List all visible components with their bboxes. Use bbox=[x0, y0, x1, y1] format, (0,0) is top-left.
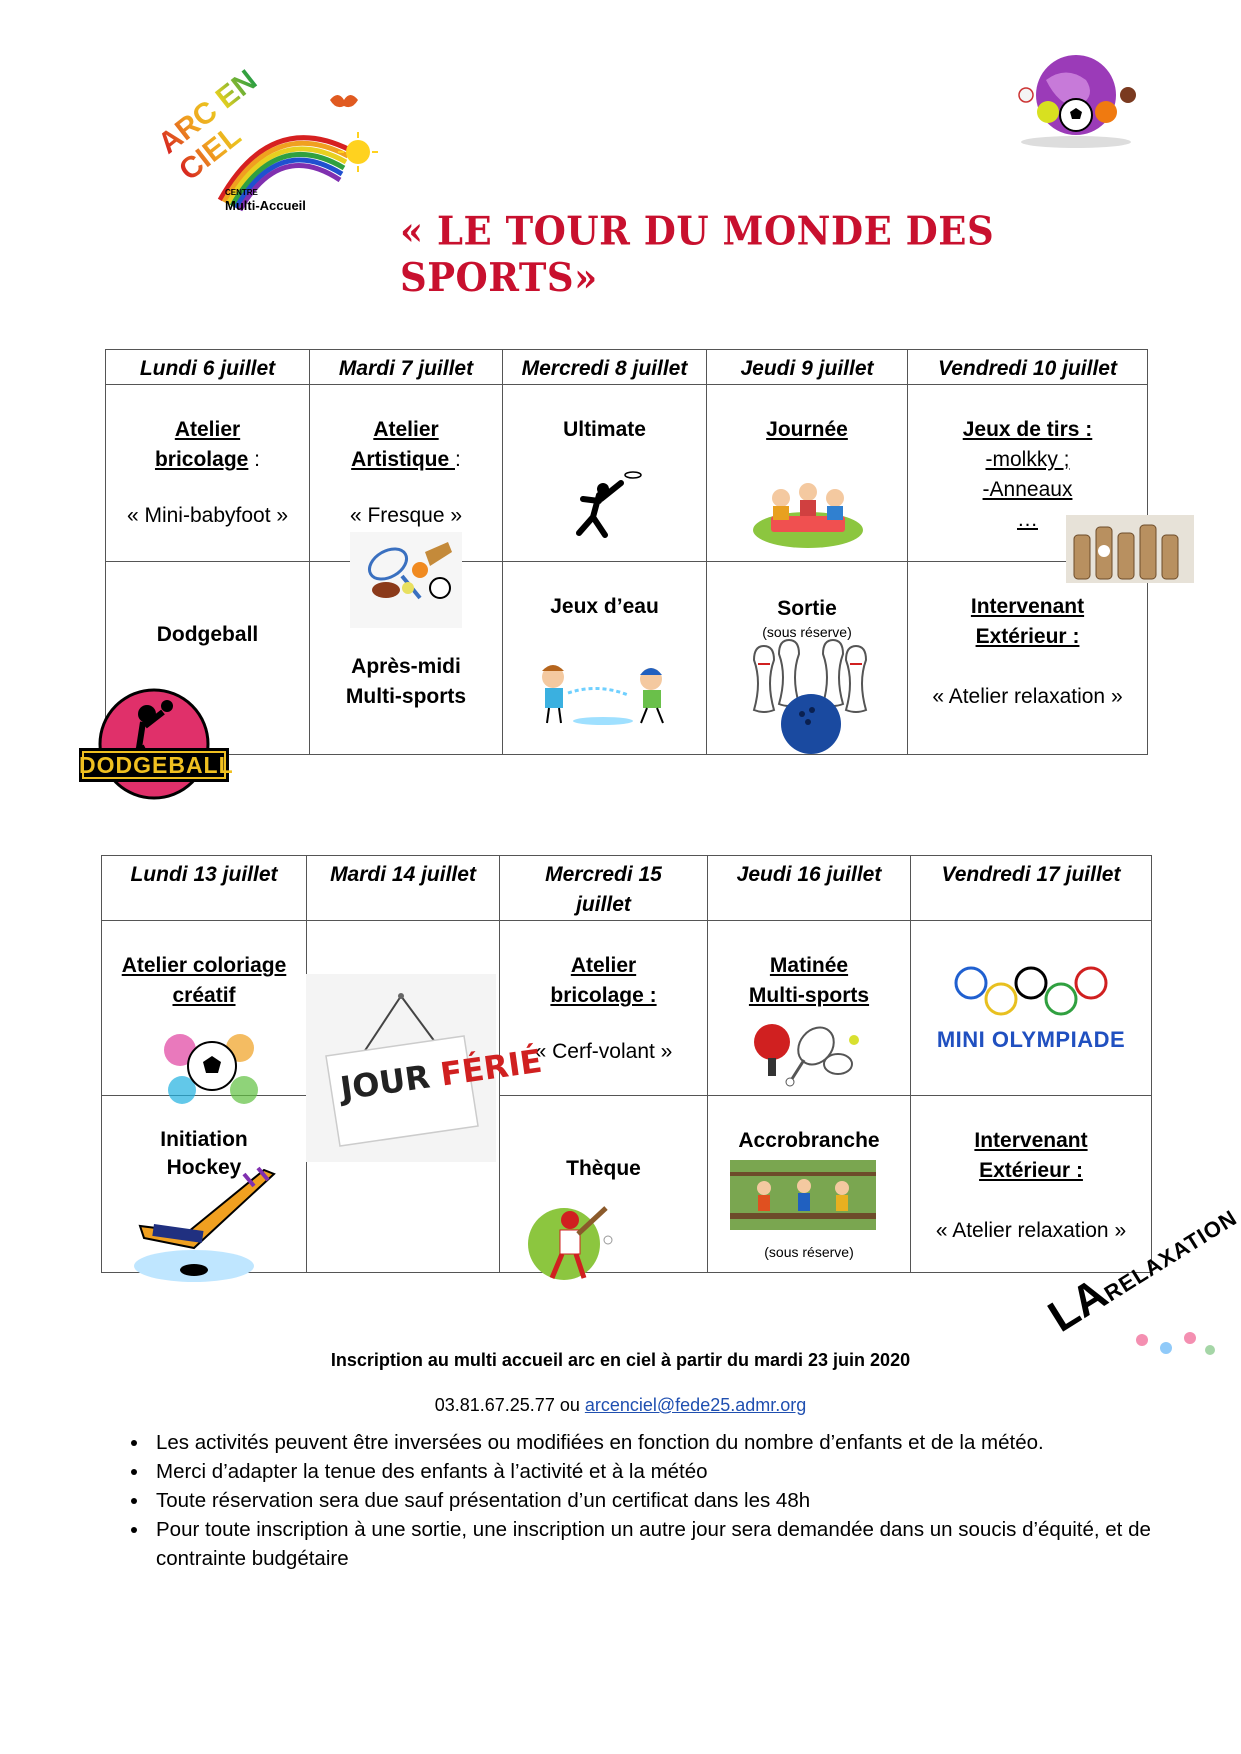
activity-note: (sous réserve) bbox=[762, 624, 852, 640]
day-header-line: Mercredi 15 bbox=[545, 863, 662, 886]
activity-item: -Anneaux bbox=[982, 478, 1073, 501]
day-header: Mercredi 8 juillet bbox=[503, 350, 707, 385]
arc-en-ciel-logo bbox=[152, 63, 380, 220]
activity-title: Initiation bbox=[160, 1128, 248, 1151]
activity-title: Matinée bbox=[769, 954, 849, 977]
sign-text-ferie: FÉRIÉ bbox=[437, 1041, 545, 1094]
activity-cell bbox=[106, 385, 310, 562]
sign-text-jour: JOUR bbox=[338, 1057, 433, 1108]
list-item: • Pour toute inscription à une sortie, une inscription un autre jour sera demandée dans un soucis d’équité, et de contrainte budgétaire bbox=[150, 1515, 1190, 1573]
mini-olympiade-logo: MINI OLYMPIADE bbox=[936, 1027, 1126, 1052]
day-header-line: juillet bbox=[576, 893, 631, 916]
activity-subtitle: « Mini-babyfoot » bbox=[126, 504, 289, 527]
activity-title: Artistique bbox=[351, 448, 455, 471]
activity-item: -molkky ; bbox=[985, 448, 1070, 471]
contact-line bbox=[0, 1395, 1241, 1416]
notes-list bbox=[115, 1428, 1190, 1573]
activity-item: … bbox=[1017, 508, 1038, 531]
day-header: Lundi 6 juillet bbox=[106, 350, 310, 385]
activity-note: (sous réserve) bbox=[764, 1244, 854, 1260]
racket-sports-image bbox=[750, 1020, 860, 1092]
activity-subtitle: « Atelier relaxation » bbox=[935, 1219, 1127, 1242]
activity-title: créatif bbox=[172, 984, 236, 1007]
list-item: • Toute réservation sera due sauf présentation d’un certificat dans les 48h bbox=[150, 1486, 1190, 1515]
page-title: « LE TOUR DU MONDE DES SPORTS» bbox=[400, 207, 995, 301]
activity-title: Extérieur : bbox=[975, 625, 1080, 648]
week1-table bbox=[105, 349, 1148, 755]
activity-subtitle: « Fresque » bbox=[349, 504, 463, 527]
molkky-image bbox=[1066, 515, 1194, 583]
jour-ferie-sign bbox=[306, 974, 545, 1162]
activity-title: Jeux d’eau bbox=[550, 595, 659, 618]
logo-arc-text: ARC EN CIEL bbox=[152, 20, 340, 188]
day-header: Jeudi 16 juillet bbox=[708, 856, 911, 921]
ultimate-player-icon bbox=[563, 465, 643, 545]
list-item: • Les activités peuvent être inversées ou modifiées en fonction du nombre d’enfants et de la météo. bbox=[150, 1428, 1190, 1457]
contact-email-link[interactable]: arcenciel@fede25.admr.org bbox=[584, 1395, 807, 1415]
activity-title: Ultimate bbox=[563, 418, 646, 441]
activity-title: Accrobranche bbox=[738, 1129, 880, 1152]
sports-globe-image bbox=[1006, 50, 1146, 150]
bowling-image bbox=[744, 636, 878, 766]
activity-title: Atelier bbox=[174, 418, 241, 441]
activity-title: Après-midi bbox=[351, 655, 461, 678]
activity-title: Atelier bbox=[373, 418, 439, 441]
day-header bbox=[500, 856, 708, 921]
week1-afternoon-row bbox=[106, 562, 1148, 755]
accrobranche-image bbox=[730, 1160, 876, 1230]
week1-header-row bbox=[106, 350, 1148, 385]
list-item: • Merci d’adapter la tenue des enfants à l’activité et à la météo bbox=[150, 1457, 1190, 1486]
week2-header-row bbox=[102, 856, 1152, 921]
activity-subtitle: « Cerf-volant » bbox=[534, 1040, 673, 1063]
activity-title: Intervenant bbox=[970, 595, 1085, 618]
relax-text-la: LA bbox=[1040, 1268, 1116, 1342]
activity-title: Multi-sports bbox=[748, 984, 870, 1007]
activity-cell bbox=[707, 385, 908, 562]
dodgeball-badge-text: DODGEBALL bbox=[79, 752, 234, 778]
logo-centre-text: CENTRE bbox=[225, 188, 258, 197]
activity-cell bbox=[503, 385, 707, 562]
activity-colon: : bbox=[248, 448, 261, 471]
logo-multi-text: Multi-Accueil bbox=[225, 198, 306, 213]
day-header: Jeudi 9 juillet bbox=[707, 350, 908, 385]
hockey-image bbox=[124, 1166, 284, 1286]
picnic-kids-icon bbox=[751, 470, 865, 550]
dodgeball-logo-image bbox=[79, 686, 234, 802]
activity-cell bbox=[911, 921, 1152, 1096]
activity-title: Intervenant bbox=[974, 1129, 1088, 1152]
activity-title: Hockey bbox=[166, 1156, 242, 1179]
activity-title: Thèque bbox=[566, 1157, 641, 1180]
sports-equipment-image bbox=[350, 532, 462, 628]
day-header: Vendredi 17 juillet bbox=[911, 856, 1152, 921]
day-header: Mardi 14 juillet bbox=[307, 856, 500, 921]
olympic-smileys-icon bbox=[941, 961, 1121, 1021]
activity-title: Atelier coloriage bbox=[121, 954, 287, 977]
activity-title: Sortie bbox=[777, 597, 837, 620]
activity-title: Extérieur : bbox=[979, 1159, 1083, 1182]
activity-colon: : bbox=[455, 448, 461, 471]
water-game-kids-icon bbox=[523, 657, 683, 727]
activity-cell bbox=[503, 562, 707, 755]
activity-cell bbox=[908, 562, 1148, 755]
activity-title: Atelier bbox=[570, 954, 637, 977]
activity-cell bbox=[911, 1096, 1152, 1273]
contact-phone: 03.81.67.25.77 ou bbox=[434, 1395, 585, 1415]
activity-title: Journée bbox=[766, 418, 848, 441]
relax-text-relaxation: RELAXATION bbox=[1099, 1204, 1241, 1307]
day-header: Vendredi 10 juillet bbox=[908, 350, 1148, 385]
paint-football-image bbox=[152, 1020, 272, 1112]
activity-title: Jeux de tirs : bbox=[962, 418, 1093, 441]
week1-morning-row bbox=[106, 385, 1148, 562]
activity-subtitle: « Atelier relaxation » bbox=[932, 685, 1123, 708]
baseball-player-image bbox=[518, 1200, 614, 1284]
day-header: Mardi 7 juillet bbox=[310, 350, 503, 385]
day-header: Lundi 13 juillet bbox=[102, 856, 307, 921]
activity-title: bricolage : bbox=[550, 984, 657, 1007]
activity-title: Dodgeball bbox=[156, 623, 259, 646]
activity-title: bricolage bbox=[154, 448, 249, 471]
activity-title: Multi-sports bbox=[345, 685, 467, 708]
inscription-notice: Inscription au multi accueil arc en ciel à partir du mardi 23 juin 2020 bbox=[330, 1350, 911, 1370]
